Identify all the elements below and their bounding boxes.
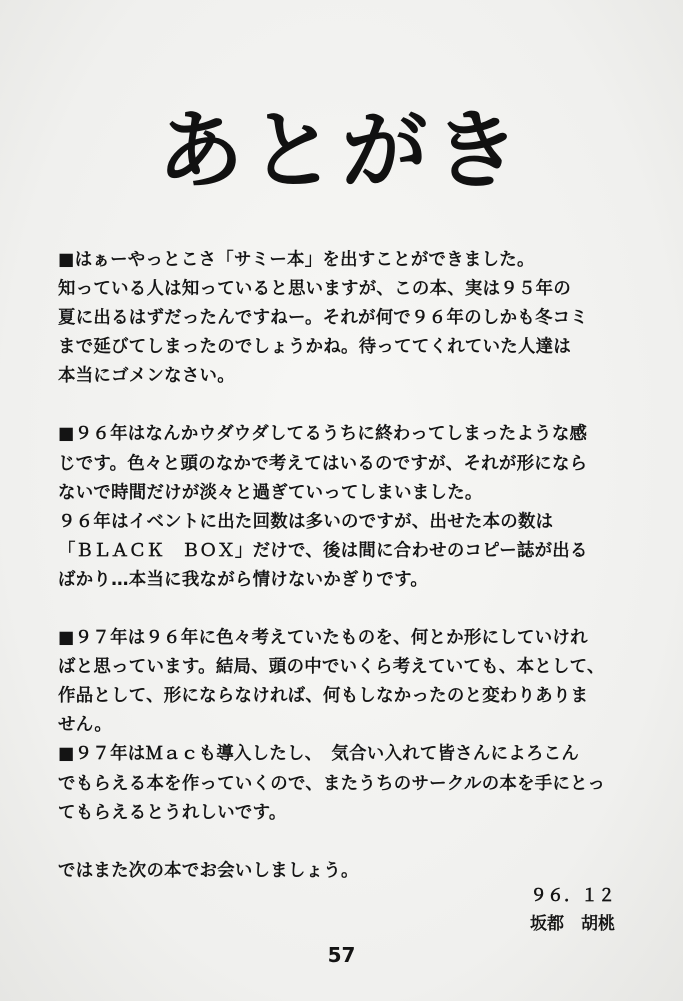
paragraph-2	[58, 420, 638, 595]
page-number: 57	[327, 943, 356, 967]
text-line: せん。	[58, 715, 113, 736]
text-line: ■９６年はなんかウダウダしてるうちに終わってしまったような感	[58, 424, 588, 445]
paragraph-1	[58, 246, 638, 391]
text-line: ■９７年はＭａｃも導入したし、 気合い入れて皆さんによろこん	[58, 744, 580, 765]
paragraph-spacer	[58, 828, 638, 857]
text-line: 夏に出るはずだったんですねー。それが何で９６年のしかも冬コミ	[58, 308, 589, 329]
text-line: 本当にゴメンなさい。	[58, 366, 235, 387]
text-line: 「ＢＬＡＣＫ ＢＯＸ」だけで、後は間に合わせのコピー誌が出る	[58, 540, 588, 561]
signature-author: 坂都 胡桃	[530, 914, 615, 934]
text-line: ばと思っています。結局、頭の中でいくら考えていても、本として、	[58, 657, 605, 678]
afterword-body	[58, 246, 638, 886]
text-line: じです。色々と頭のなかで考えてはいるのですが、それが形になら	[58, 453, 588, 474]
page-title: あとがき	[157, 101, 526, 201]
paragraph-spacer	[58, 391, 638, 420]
text-line: ９６年はイベントに出た回数は多いのですが、出せた本の数は	[58, 511, 554, 532]
text-line: てもらえるとうれしいです。	[58, 802, 287, 823]
text-line: ないで時間だけが淡々と過ぎていってしまいました。	[58, 482, 483, 503]
paragraph-spacer	[58, 595, 638, 624]
text-line: 知っている人は知っていると思いますが、この本、実は９５年の	[58, 279, 572, 300]
text-line: ではまた次の本でお会いしましょう。	[58, 860, 359, 881]
text-line: ばかり…本当に我ながら情けないかぎりです。	[58, 569, 429, 590]
signature-block	[530, 882, 615, 938]
text-line: でもらえる本を作っていくので、またうちのサークルの本を手にとっ	[58, 773, 606, 794]
text-line: ■はぁーやっとこさ「サミー本」を出すことができました。	[58, 250, 535, 270]
signature-date: ９６．１２	[530, 886, 615, 906]
text-line: 作品として、形にならなければ、何もしなかったのと変わりありま	[58, 686, 589, 707]
paragraph-3	[58, 624, 638, 828]
text-line: ■９７年は９６年に色々考えていたものを、何とか形にしていけれ	[58, 628, 588, 649]
text-line: まで延びてしまったのでしょうかね。待っててくれていた人達は	[58, 337, 572, 358]
